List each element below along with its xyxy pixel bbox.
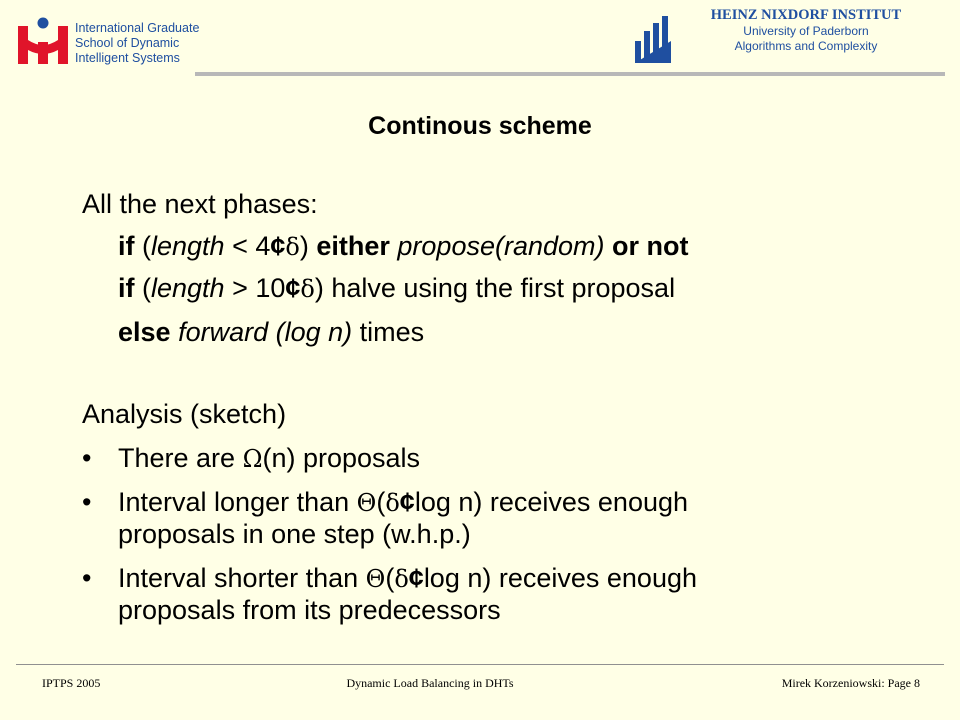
phases-heading: All the next phases: <box>82 189 318 219</box>
bullet-marker: • <box>82 563 92 593</box>
footer-conference: IPTPS 2005 <box>42 676 101 690</box>
bullet-marker: • <box>82 487 92 517</box>
igs-logo-icon <box>16 16 70 66</box>
or-not-keyword: or not <box>612 231 689 261</box>
cent-symbol: ¢ <box>270 231 286 261</box>
analysis-bullet-2-continuation: proposals in one step (w.h.p.) <box>118 519 471 549</box>
omega-symbol: Ω <box>242 445 263 473</box>
graduate-school-line-1: International Graduate <box>75 21 200 35</box>
delta-symbol: δ <box>285 233 300 261</box>
if-keyword: if <box>118 231 135 261</box>
text-fragment: ) <box>299 231 317 261</box>
either-keyword: either <box>316 231 390 261</box>
institute-name: HEINZ NIXDORF INSTITUT <box>710 7 902 23</box>
text-fragment: Interval longer than <box>118 487 357 517</box>
length-variable: length <box>151 231 225 261</box>
text-fragment: log n) receives enough <box>423 563 697 593</box>
analysis-bullet-2 <box>118 486 688 519</box>
slide-title: Continous scheme <box>368 112 592 140</box>
delta-symbol: δ <box>300 275 315 303</box>
analysis-bullet-1 <box>118 442 420 475</box>
graduate-school-line-3: Intelligent Systems <box>75 51 180 65</box>
delta-symbol: δ <box>385 489 400 517</box>
phase-line-3 <box>118 316 424 348</box>
cent-symbol: ¢ <box>399 487 415 517</box>
phase-line-1 <box>118 230 689 263</box>
theta-symbol: Θ <box>365 565 386 593</box>
text-fragment: ) halve using the first proposal <box>314 273 676 303</box>
forward-call: forward (log n) <box>178 317 353 347</box>
text-fragment: ( <box>134 273 151 303</box>
text-fragment: times <box>352 317 425 347</box>
text-fragment: ( <box>385 563 395 593</box>
analysis-heading: Analysis (sketch) <box>82 399 287 429</box>
footer-page: Mirek Korzeniowski: Page 8 <box>781 676 920 690</box>
text-fragment <box>605 231 613 261</box>
text-fragment: (n) proposals <box>262 443 421 473</box>
university-logo-icon <box>633 15 675 65</box>
cent-symbol: ¢ <box>285 273 301 303</box>
else-keyword: else <box>118 317 171 347</box>
text-fragment: There are <box>118 443 243 473</box>
text-fragment <box>171 317 179 347</box>
text-fragment: Interval shorter than <box>118 563 366 593</box>
delta-symbol: δ <box>394 565 409 593</box>
theta-symbol: Θ <box>356 489 377 517</box>
graduate-school-line-2: School of Dynamic <box>75 36 180 50</box>
text-fragment: > 10 <box>224 273 286 303</box>
graduate-school-name <box>75 21 199 66</box>
phase-line-2 <box>118 272 675 305</box>
bullet-marker: • <box>82 443 92 473</box>
university-name: University of Paderborn <box>743 24 869 38</box>
length-variable: length <box>151 273 225 303</box>
analysis-bullet-3 <box>118 562 697 595</box>
header-divider <box>195 72 945 76</box>
text-fragment: ( <box>134 231 151 261</box>
text-fragment: < 4 <box>224 231 271 261</box>
propose-call: propose(random) <box>397 231 605 261</box>
analysis-bullet-3-continuation: proposals from its predecessors <box>118 595 501 625</box>
footer-divider <box>16 664 944 665</box>
cent-symbol: ¢ <box>408 563 424 593</box>
if-keyword: if <box>118 273 135 303</box>
text-fragment: log n) receives enough <box>414 487 689 517</box>
text-fragment: ( <box>376 487 386 517</box>
institute-block <box>690 6 922 54</box>
footer-talk-title: Dynamic Load Balancing in DHTs <box>346 676 514 690</box>
group-name: Algorithms and Complexity <box>734 39 878 53</box>
